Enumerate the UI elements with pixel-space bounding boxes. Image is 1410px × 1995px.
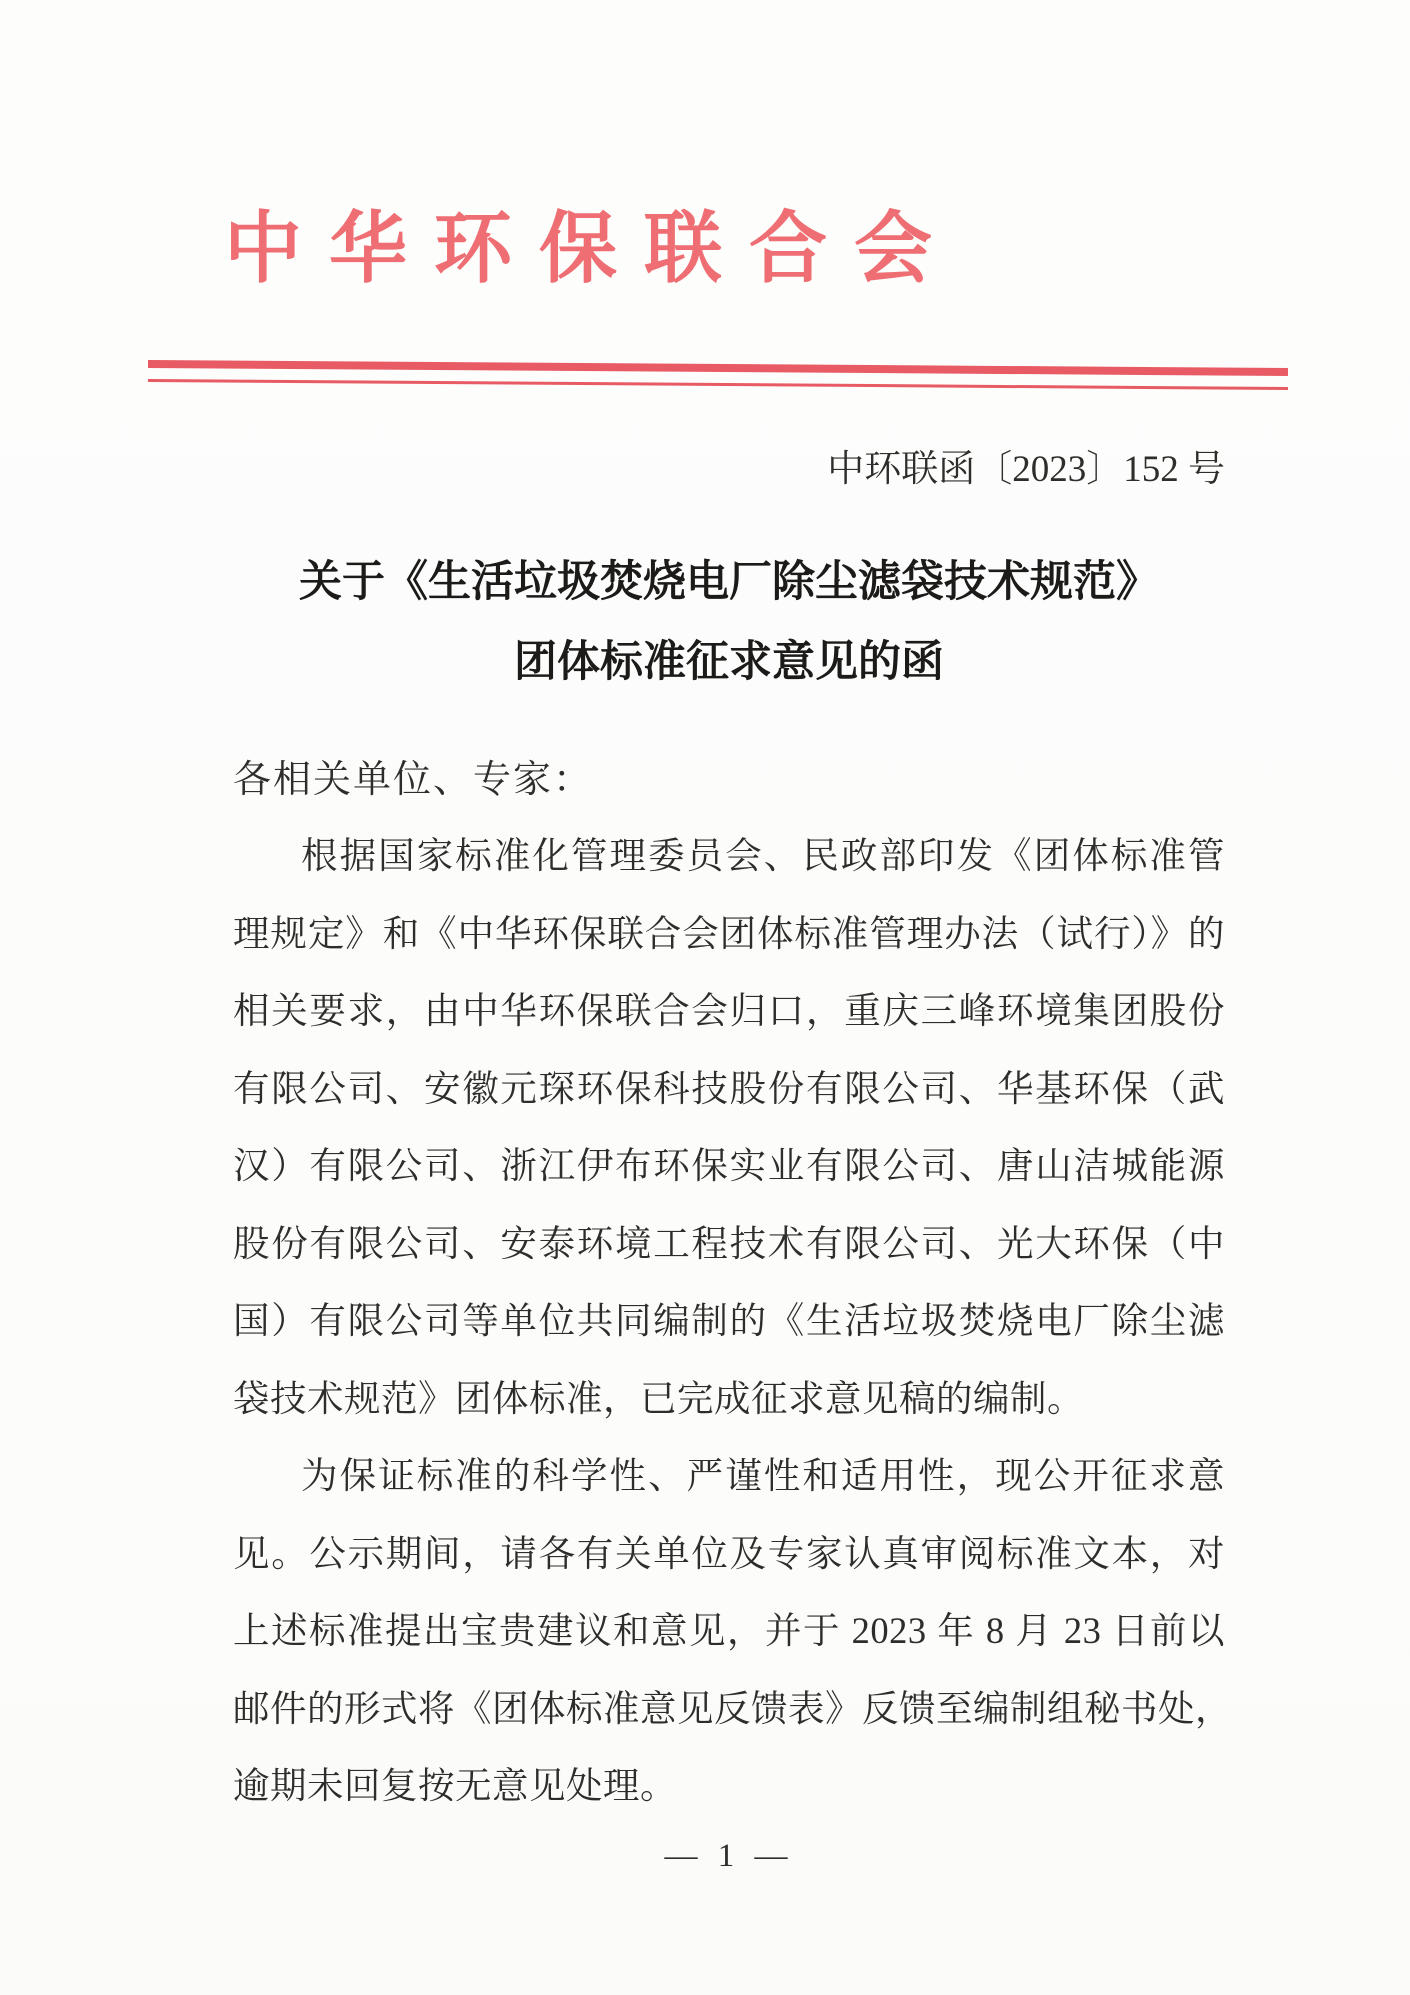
- body-line: 上述标准提出宝贵建议和意见，并于 2023 年 8 月 23 日前以: [233, 1610, 1225, 1651]
- red-separator-thick: [148, 360, 1288, 376]
- body-line: 为保证标准的科学性、严谨性和适用性，现公开征求意: [301, 1455, 1225, 1496]
- organization-letterhead: 中华环保联合会: [224, 205, 960, 292]
- document-title-line2: 团体标准征求意见的函: [514, 639, 944, 686]
- body-line: 股份有限公司、安泰环境工程技术有限公司、光大环保（中: [233, 1222, 1225, 1264]
- document-title-line1: 关于《生活垃圾焚烧电厂除尘滤袋技术规范》: [299, 559, 1159, 606]
- body-line: 相关要求，由中华环保联合会归口，重庆三峰环境集团股份: [233, 990, 1225, 1031]
- body-line: 袋技术规范》团体标准，已完成征求意见稿的编制。: [233, 1377, 1084, 1419]
- body-line: 有限公司、安徽元琛环保科技股份有限公司、华基环保（武: [233, 1067, 1225, 1109]
- red-separator-thin: [148, 379, 1288, 390]
- body-line: 邮件的形式将《团体标准意见反馈表》反馈至编制组秘书处，: [233, 1687, 1232, 1729]
- page-number: — 1 —: [664, 1838, 794, 1874]
- document-title: [233, 543, 1225, 703]
- salutation: 各相关单位、专家：: [233, 759, 594, 801]
- body-line: 见。公示期间，请各有关单位及专家认真审阅标准文本，对: [233, 1532, 1225, 1574]
- body-line: 国）有限公司等单位共同编制的《生活垃圾焚烧电厂除尘滤: [233, 1300, 1225, 1341]
- body-line: 汉）有限公司、浙江伊布环保实业有限公司、唐山洁城能源: [233, 1145, 1225, 1186]
- body-line: 根据国家标准化管理委员会、民政部印发《团体标准管: [301, 835, 1225, 876]
- body-text: [233, 817, 1232, 1825]
- body-line: 理规定》和《中华环保联合会团体标准管理办法（试行）》的: [233, 912, 1225, 954]
- body-line: 逾期未回复按无意见处理。: [233, 1765, 677, 1806]
- document-reference-number: 中环联函〔2023〕152 号: [827, 449, 1225, 490]
